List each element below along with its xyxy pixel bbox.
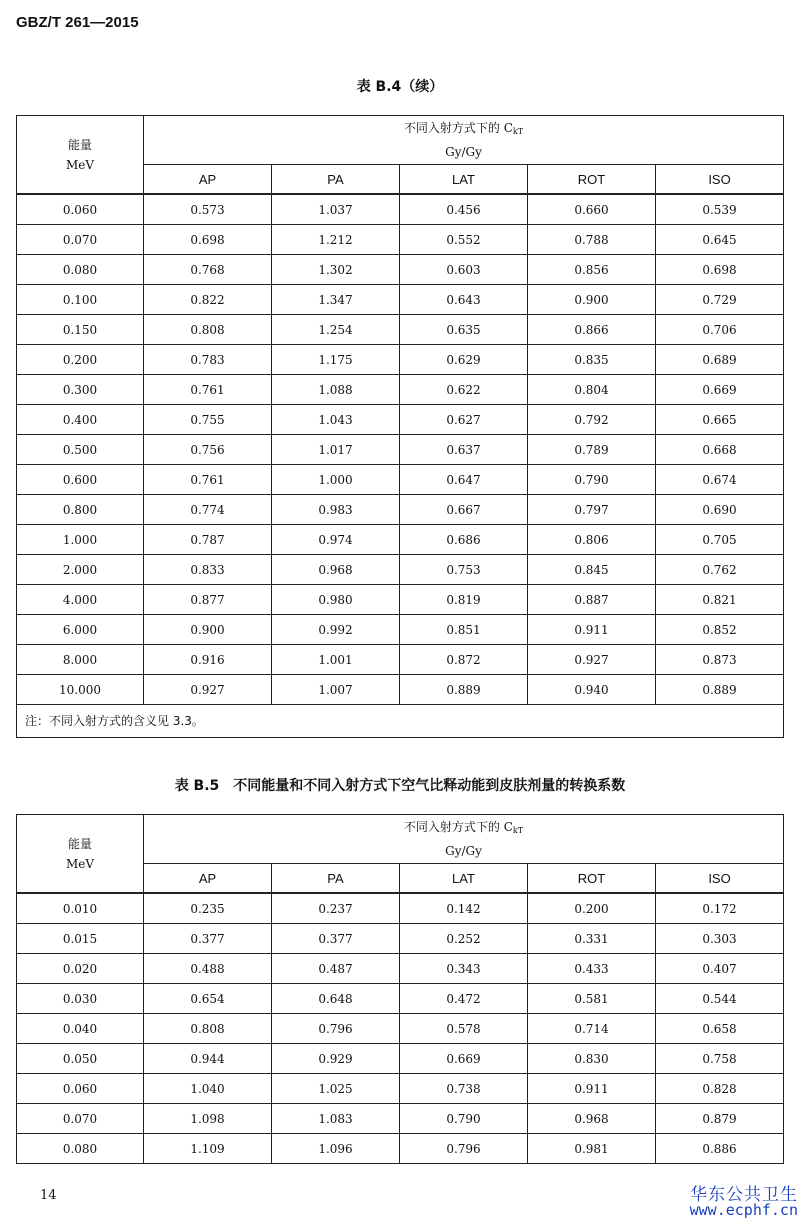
energy-cell: 0.200 (17, 345, 144, 375)
table-row (17, 984, 784, 1014)
table-note-row (17, 705, 784, 738)
coefficient-cell-ap: 0.927 (144, 675, 272, 705)
coefficient-cell-lat: 0.603 (400, 255, 528, 285)
coefficient-cell-rot: 0.331 (528, 924, 656, 954)
coefficient-cell-lat: 0.142 (400, 893, 528, 924)
table-row (17, 585, 784, 615)
coefficient-cell-iso: 0.544 (656, 984, 784, 1014)
table-row (17, 1104, 784, 1134)
coefficient-cell-pa: 1.037 (272, 194, 400, 225)
coefficient-cell-lat: 0.627 (400, 405, 528, 435)
coefficient-cell-rot: 0.797 (528, 495, 656, 525)
energy-unit: MeV (65, 856, 95, 871)
column-header-rot: ROT (528, 165, 656, 195)
coefficient-cell-iso: 0.674 (656, 465, 784, 495)
conversion-coefficient-header (144, 116, 784, 165)
coefficient-cell-ap: 0.488 (144, 954, 272, 984)
column-header-iso: ISO (656, 864, 784, 894)
coefficient-cell-rot: 0.900 (528, 285, 656, 315)
coefficient-cell-iso: 0.665 (656, 405, 784, 435)
coefficient-cell-ap: 1.040 (144, 1074, 272, 1104)
energy-cell: 0.060 (17, 194, 144, 225)
column-header-lat: LAT (400, 165, 528, 195)
coefficient-cell-lat: 0.637 (400, 435, 528, 465)
energy-label: 能量 (67, 836, 92, 851)
coefficient-cell-pa: 1.212 (272, 225, 400, 255)
coefficient-cell-pa: 0.974 (272, 525, 400, 555)
coefficient-cell-iso: 0.886 (656, 1134, 784, 1164)
coefficient-cell-rot: 0.804 (528, 375, 656, 405)
energy-cell: 10.000 (17, 675, 144, 705)
energy-cell: 6.000 (17, 615, 144, 645)
coefficient-cell-iso: 0.689 (656, 345, 784, 375)
group-header-text: 不同入射方式下的 C (403, 121, 513, 135)
coefficient-cell-ap: 0.573 (144, 194, 272, 225)
coefficient-cell-lat: 0.552 (400, 225, 528, 255)
coefficient-cell-rot: 0.866 (528, 315, 656, 345)
coefficient-cell-iso: 0.852 (656, 615, 784, 645)
coefficient-cell-iso: 0.879 (656, 1104, 784, 1134)
table-row (17, 893, 784, 924)
column-header-lat: LAT (400, 864, 528, 894)
coefficient-cell-rot: 0.887 (528, 585, 656, 615)
coefficient-cell-iso: 0.758 (656, 1044, 784, 1074)
coefficient-cell-pa: 0.377 (272, 924, 400, 954)
coefficient-cell-pa: 1.025 (272, 1074, 400, 1104)
coefficient-cell-ap: 0.761 (144, 465, 272, 495)
energy-cell: 0.060 (17, 1074, 144, 1104)
table-row (17, 285, 784, 315)
coefficient-cell-ap: 0.698 (144, 225, 272, 255)
coefficient-cell-iso: 0.668 (656, 435, 784, 465)
coefficient-cell-rot: 0.200 (528, 893, 656, 924)
energy-cell: 0.080 (17, 1134, 144, 1164)
energy-cell: 0.050 (17, 1044, 144, 1074)
coefficient-cell-pa: 1.088 (272, 375, 400, 405)
energy-column-header (17, 815, 144, 894)
energy-cell: 0.040 (17, 1014, 144, 1044)
coefficient-cell-iso: 0.889 (656, 675, 784, 705)
coefficient-cell-ap: 0.761 (144, 375, 272, 405)
coefficient-cell-ap: 0.768 (144, 255, 272, 285)
table-b5-caption: 表 B.5 不同能量和不同入射方式下空气比释动能到皮肤剂量的转换系数 (174, 778, 626, 794)
table-row (17, 495, 784, 525)
coefficient-cell-pa: 0.796 (272, 1014, 400, 1044)
coefficient-cell-iso: 0.172 (656, 893, 784, 924)
column-header-pa: PA (272, 864, 400, 894)
coefficient-cell-rot: 0.845 (528, 555, 656, 585)
coefficient-cell-ap: 1.098 (144, 1104, 272, 1134)
coefficient-cell-lat: 0.629 (400, 345, 528, 375)
coefficient-cell-ap: 0.783 (144, 345, 272, 375)
energy-column-header (17, 116, 144, 195)
table-row (17, 345, 784, 375)
coefficient-cell-ap: 0.654 (144, 984, 272, 1014)
coefficient-cell-lat: 0.686 (400, 525, 528, 555)
energy-cell: 0.020 (17, 954, 144, 984)
table-row (17, 405, 784, 435)
coefficient-cell-rot: 0.927 (528, 645, 656, 675)
coefficient-cell-ap: 0.756 (144, 435, 272, 465)
table-row (17, 615, 784, 645)
coefficient-cell-ap: 0.833 (144, 555, 272, 585)
energy-cell: 4.000 (17, 585, 144, 615)
table-row (17, 194, 784, 225)
coefficient-cell-ap: 0.377 (144, 924, 272, 954)
coefficient-cell-pa: 1.000 (272, 465, 400, 495)
energy-cell: 8.000 (17, 645, 144, 675)
coefficient-cell-iso: 0.690 (656, 495, 784, 525)
coefficient-cell-lat: 0.790 (400, 1104, 528, 1134)
coefficient-cell-rot: 0.581 (528, 984, 656, 1014)
coefficient-cell-rot: 0.856 (528, 255, 656, 285)
coefficient-cell-rot: 0.911 (528, 1074, 656, 1104)
coefficient-cell-ap: 0.755 (144, 405, 272, 435)
energy-cell: 0.600 (17, 465, 144, 495)
table-row (17, 1014, 784, 1044)
coefficient-cell-ap: 0.900 (144, 615, 272, 645)
coefficient-cell-iso: 0.669 (656, 375, 784, 405)
coefficient-cell-ap: 0.774 (144, 495, 272, 525)
energy-cell: 0.070 (17, 1104, 144, 1134)
energy-cell: 0.800 (17, 495, 144, 525)
table-row (17, 465, 784, 495)
coefficient-cell-pa: 1.175 (272, 345, 400, 375)
table-row (17, 1134, 784, 1164)
coefficient-cell-rot: 0.911 (528, 615, 656, 645)
table-row (17, 525, 784, 555)
coefficient-cell-pa: 0.968 (272, 555, 400, 585)
table-row (17, 954, 784, 984)
table-b4-caption: 表 B.4（续） (356, 79, 444, 95)
coefficient-cell-rot: 0.714 (528, 1014, 656, 1044)
energy-cell: 0.070 (17, 225, 144, 255)
table-note: 注：不同入射方式的含义见 3.3。 (17, 705, 784, 738)
coefficient-cell-lat: 0.889 (400, 675, 528, 705)
coefficient-cell-pa: 1.302 (272, 255, 400, 285)
coefficient-cell-rot: 0.660 (528, 194, 656, 225)
coefficient-cell-lat: 0.669 (400, 1044, 528, 1074)
energy-cell: 0.400 (17, 405, 144, 435)
table-row (17, 225, 784, 255)
coefficient-cell-lat: 0.252 (400, 924, 528, 954)
coefficient-cell-pa: 1.096 (272, 1134, 400, 1164)
coefficient-cell-iso: 0.729 (656, 285, 784, 315)
coefficient-cell-iso: 0.706 (656, 315, 784, 345)
column-header-ap: AP (144, 864, 272, 894)
table-row (17, 435, 784, 465)
coefficient-cell-pa: 0.487 (272, 954, 400, 984)
energy-cell: 2.000 (17, 555, 144, 585)
coefficient-cell-pa: 1.347 (272, 285, 400, 315)
coefficient-cell-iso: 0.762 (656, 555, 784, 585)
coefficient-cell-lat: 0.667 (400, 495, 528, 525)
standard-code: GBZ/T 261—2015 (16, 14, 139, 31)
coefficient-cell-pa: 0.648 (272, 984, 400, 1014)
coefficient-cell-pa: 1.043 (272, 405, 400, 435)
coefficient-cell-lat: 0.872 (400, 645, 528, 675)
coefficient-cell-ap: 0.235 (144, 893, 272, 924)
coefficient-cell-iso: 0.539 (656, 194, 784, 225)
energy-cell: 0.500 (17, 435, 144, 465)
coefficient-cell-ap: 1.109 (144, 1134, 272, 1164)
energy-cell: 0.080 (17, 255, 144, 285)
coefficient-cell-pa: 0.980 (272, 585, 400, 615)
coefficient-cell-ap: 0.808 (144, 315, 272, 345)
coefficient-cell-rot: 0.830 (528, 1044, 656, 1074)
coefficient-cell-iso: 0.407 (656, 954, 784, 984)
coefficient-cell-pa: 1.083 (272, 1104, 400, 1134)
coefficient-cell-lat: 0.647 (400, 465, 528, 495)
coefficient-cell-lat: 0.643 (400, 285, 528, 315)
group-header-unit: Gy/Gy (445, 145, 482, 159)
energy-cell: 0.100 (17, 285, 144, 315)
coefficient-cell-pa: 0.983 (272, 495, 400, 525)
coefficient-cell-iso: 0.303 (656, 924, 784, 954)
table-row (17, 1074, 784, 1104)
energy-cell: 0.300 (17, 375, 144, 405)
coefficient-cell-lat: 0.738 (400, 1074, 528, 1104)
coefficient-cell-pa: 1.017 (272, 435, 400, 465)
watermark-url: www.ecphf.cn (689, 1201, 798, 1219)
coefficient-cell-rot: 0.788 (528, 225, 656, 255)
table-row (17, 555, 784, 585)
coefficient-cell-ap: 0.944 (144, 1044, 272, 1074)
coefficient-cell-rot: 0.433 (528, 954, 656, 984)
group-header-subscript: kT (512, 826, 524, 835)
coefficient-cell-lat: 0.472 (400, 984, 528, 1014)
table-row (17, 1044, 784, 1074)
group-header-text: 不同入射方式下的 C (403, 820, 513, 834)
coefficient-cell-rot: 0.792 (528, 405, 656, 435)
coefficient-cell-iso: 0.828 (656, 1074, 784, 1104)
table-row (17, 645, 784, 675)
coefficient-cell-rot: 0.790 (528, 465, 656, 495)
coefficient-cell-iso: 0.873 (656, 645, 784, 675)
energy-cell: 1.000 (17, 525, 144, 555)
coefficient-cell-iso: 0.658 (656, 1014, 784, 1044)
column-header-rot: ROT (528, 864, 656, 894)
coefficient-cell-pa: 0.992 (272, 615, 400, 645)
column-header-pa: PA (272, 165, 400, 195)
energy-cell: 0.010 (17, 893, 144, 924)
coefficient-cell-iso: 0.645 (656, 225, 784, 255)
energy-cell: 0.150 (17, 315, 144, 345)
coefficient-cell-lat: 0.622 (400, 375, 528, 405)
table-row (17, 375, 784, 405)
coefficient-cell-rot: 0.806 (528, 525, 656, 555)
table-row (17, 255, 784, 285)
table-row (17, 675, 784, 705)
conversion-coefficient-header (144, 815, 784, 864)
coefficient-cell-rot: 0.981 (528, 1134, 656, 1164)
coefficient-cell-pa: 0.237 (272, 893, 400, 924)
coefficient-cell-iso: 0.698 (656, 255, 784, 285)
coefficient-cell-lat: 0.343 (400, 954, 528, 984)
coefficient-cell-pa: 1.007 (272, 675, 400, 705)
coefficient-cell-lat: 0.635 (400, 315, 528, 345)
coefficient-cell-rot: 0.968 (528, 1104, 656, 1134)
coefficient-cell-rot: 0.789 (528, 435, 656, 465)
coefficient-cell-rot: 0.835 (528, 345, 656, 375)
column-header-iso: ISO (656, 165, 784, 195)
column-header-ap: AP (144, 165, 272, 195)
coefficient-cell-iso: 0.821 (656, 585, 784, 615)
group-header-subscript: kT (512, 127, 524, 136)
coefficient-cell-lat: 0.456 (400, 194, 528, 225)
coefficient-cell-lat: 0.796 (400, 1134, 528, 1164)
coefficient-cell-ap: 0.877 (144, 585, 272, 615)
page-number: 14 (40, 1188, 57, 1203)
table-b5 (16, 814, 784, 1164)
coefficient-cell-ap: 0.808 (144, 1014, 272, 1044)
coefficient-cell-iso: 0.705 (656, 525, 784, 555)
table-row (17, 315, 784, 345)
coefficient-cell-ap: 0.916 (144, 645, 272, 675)
energy-cell: 0.015 (17, 924, 144, 954)
coefficient-cell-pa: 0.929 (272, 1044, 400, 1074)
table-b4 (16, 115, 784, 738)
coefficient-cell-rot: 0.940 (528, 675, 656, 705)
coefficient-cell-pa: 1.254 (272, 315, 400, 345)
coefficient-cell-lat: 0.753 (400, 555, 528, 585)
watermark-name: 华东公共卫生 (690, 1185, 798, 1205)
energy-cell: 0.030 (17, 984, 144, 1014)
coefficient-cell-lat: 0.819 (400, 585, 528, 615)
coefficient-cell-lat: 0.578 (400, 1014, 528, 1044)
energy-label: 能量 (67, 137, 92, 152)
table-row (17, 924, 784, 954)
coefficient-cell-ap: 0.787 (144, 525, 272, 555)
coefficient-cell-pa: 1.001 (272, 645, 400, 675)
coefficient-cell-ap: 0.822 (144, 285, 272, 315)
energy-unit: MeV (65, 157, 95, 172)
group-header-unit: Gy/Gy (445, 844, 482, 858)
coefficient-cell-lat: 0.851 (400, 615, 528, 645)
